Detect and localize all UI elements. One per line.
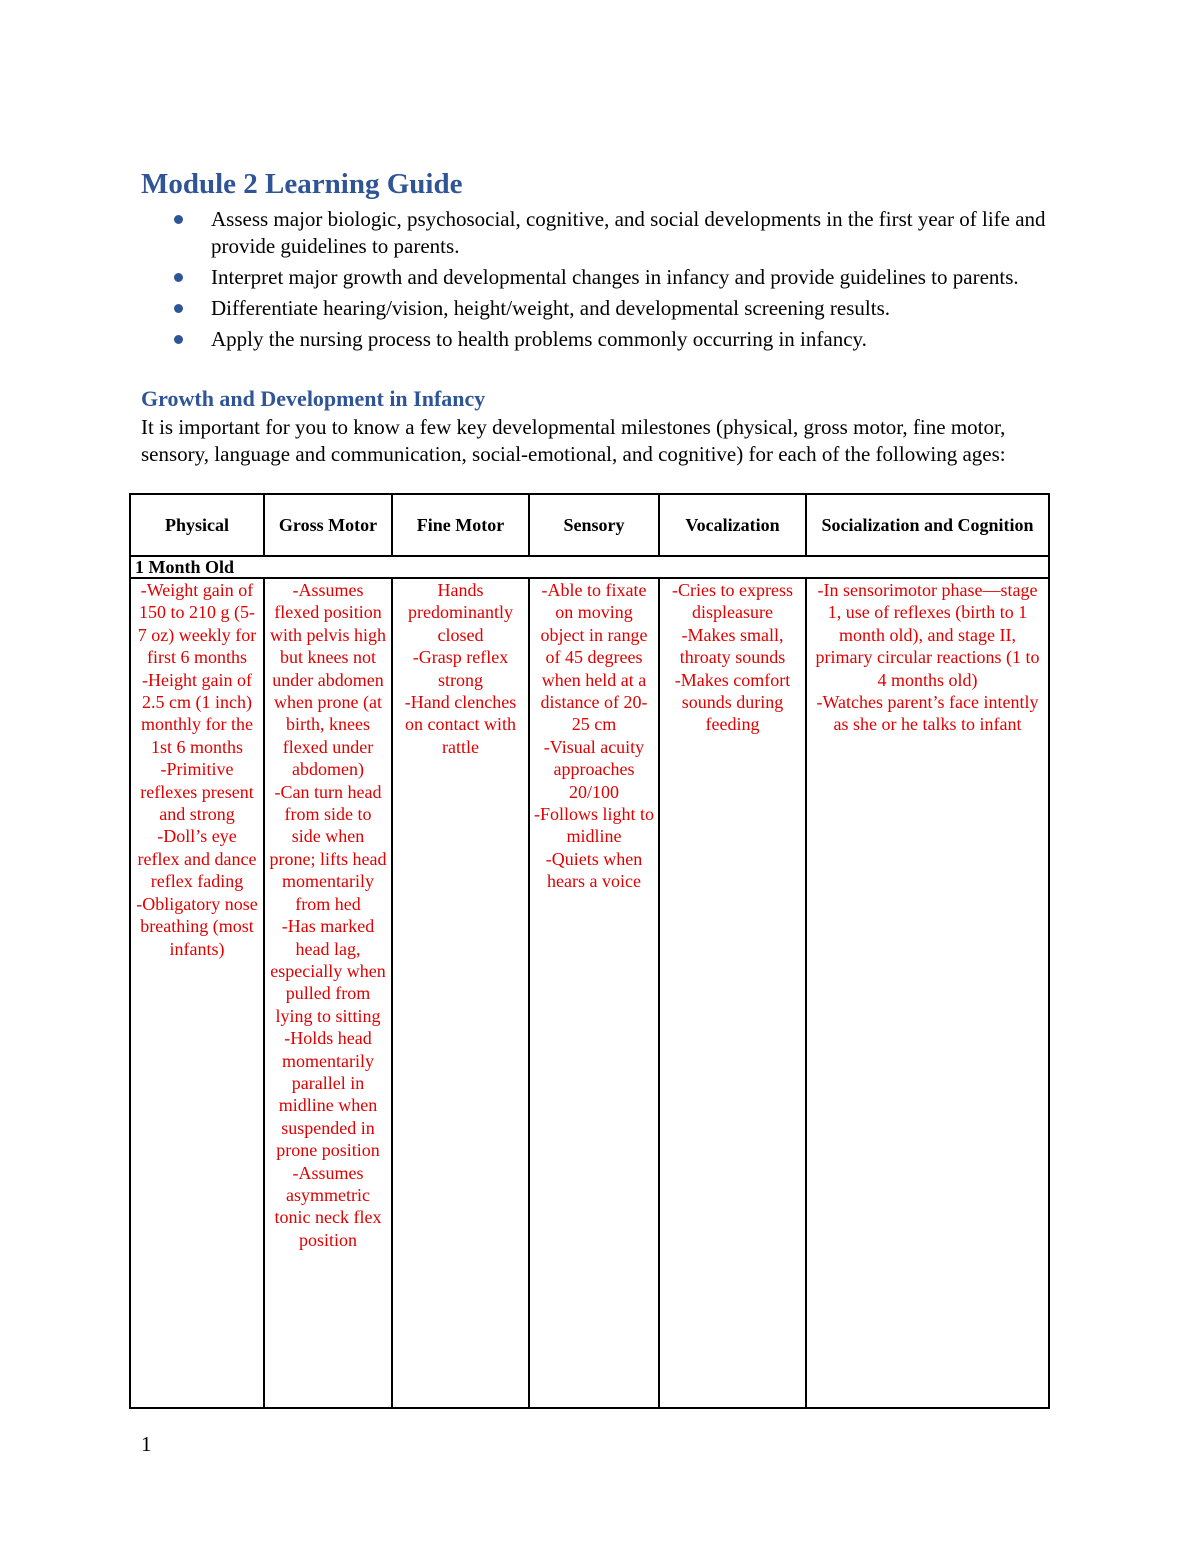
header-gross-motor: Gross Motor: [264, 494, 392, 556]
table-header-row: [130, 494, 1049, 556]
cell-text: -Obligatory nose breathing (most infants): [136, 893, 258, 959]
cell-text: -Makes comfort sounds during feeding: [674, 669, 791, 735]
cell-vocalization: [659, 578, 806, 1408]
cell-text: -Follows light to midline: [534, 804, 655, 847]
objective-text: Differentiate hearing/vision, height/weight, and developmental screening results.: [211, 296, 890, 320]
cell-text: -Grasp reflex strong: [412, 647, 509, 690]
intro-paragraph: It is important for you to know a few key developmental milestones (physical, gross motor, fine motor, sensory, language and communication, social-emotional, and cognitive) for each of the following ages:: [141, 415, 1006, 466]
header-physical: Physical: [130, 494, 264, 556]
cell-text: -In sensorimotor phase—stage 1, use of reflexes (birth to 1 month old), and stage II, primary circular reactions (1 to 4 months old): [815, 580, 1040, 690]
page-title: Module 2 Learning Guide: [141, 168, 463, 200]
header-socialization-cognition: Socialization and Cognition: [806, 494, 1049, 556]
cell-text: -Watches parent’s face intently as she or he talks to infant: [816, 692, 1039, 735]
cell-text: -Able to fixate on moving object in range of 45 degrees when held at a distance of 20-25 cm: [540, 580, 648, 735]
page-number: 1: [141, 1432, 152, 1456]
cell-text: Hands predominantly closed: [408, 580, 513, 645]
cell-text: -Doll’s eye reflex and dance reflex fading: [137, 826, 257, 892]
milestones-table: [129, 493, 1050, 1409]
table-row: [130, 578, 1049, 1408]
bullet-icon: [174, 335, 183, 344]
cell-text: -Hand clenches on contact with rattle: [404, 692, 517, 757]
objective-item: [141, 295, 1061, 322]
header-vocalization: Vocalization: [659, 494, 806, 556]
bullet-icon: [174, 273, 183, 282]
cell-text: -Visual acuity approaches 20/100: [543, 736, 645, 802]
objective-text: Interpret major growth and developmental changes in infancy and provide guidelines to parents.: [211, 265, 1019, 289]
cell-fine-motor: [392, 578, 529, 1408]
header-fine-motor: Fine Motor: [392, 494, 529, 556]
cell-text: -Quiets when hears a voice: [545, 848, 643, 892]
cell-text: -Assumes flexed position with pelvis high but knees not under abdomen when prone (at birth, knees flexed under abdomen): [270, 580, 386, 780]
objective-item: [141, 206, 1061, 260]
cell-socialization-cognition: [806, 578, 1049, 1408]
objective-text: Apply the nursing process to health problems commonly occurring in infancy.: [211, 327, 867, 351]
section-heading: Growth and Development in Infancy: [141, 386, 486, 411]
objective-item: [141, 264, 1061, 291]
cell-sensory: [529, 578, 659, 1408]
cell-text: -Makes small, throaty sounds: [679, 624, 786, 668]
cell-physical: [130, 578, 264, 1408]
header-sensory: Sensory: [529, 494, 659, 556]
cell-text: -Height gain of 2.5 cm (1 inch) monthly for the 1st 6 months: [141, 669, 253, 757]
cell-text: -Has marked head lag, especially when pulled from lying to sitting: [270, 916, 386, 1026]
objectives-list: [141, 206, 1061, 357]
age-row: [130, 556, 1049, 578]
cell-text: -Weight gain of 150 to 210 g (5-7 oz) weekly for first 6 months: [137, 580, 257, 668]
objective-item: [141, 326, 1061, 353]
cell-text: -Primitive reflexes present and strong: [140, 759, 254, 825]
cell-gross-motor: [264, 578, 392, 1408]
bullet-icon: [174, 304, 183, 313]
cell-text: -Cries to express displeasure: [672, 580, 793, 623]
objective-text: Assess major biologic, psychosocial, cognitive, and social developments in the first year of life and provide guidelines to parents.: [211, 207, 1046, 258]
bullet-icon: [174, 215, 183, 224]
cell-text: -Can turn head from side to side when prone; lifts head momentarily from hed: [269, 781, 387, 914]
age-label: 1 Month Old: [130, 556, 1049, 578]
cell-text: -Holds head momentarily parallel in midline when suspended in prone position: [276, 1028, 380, 1161]
cell-text: -Assumes asymmetric tonic neck flex position: [274, 1162, 382, 1250]
